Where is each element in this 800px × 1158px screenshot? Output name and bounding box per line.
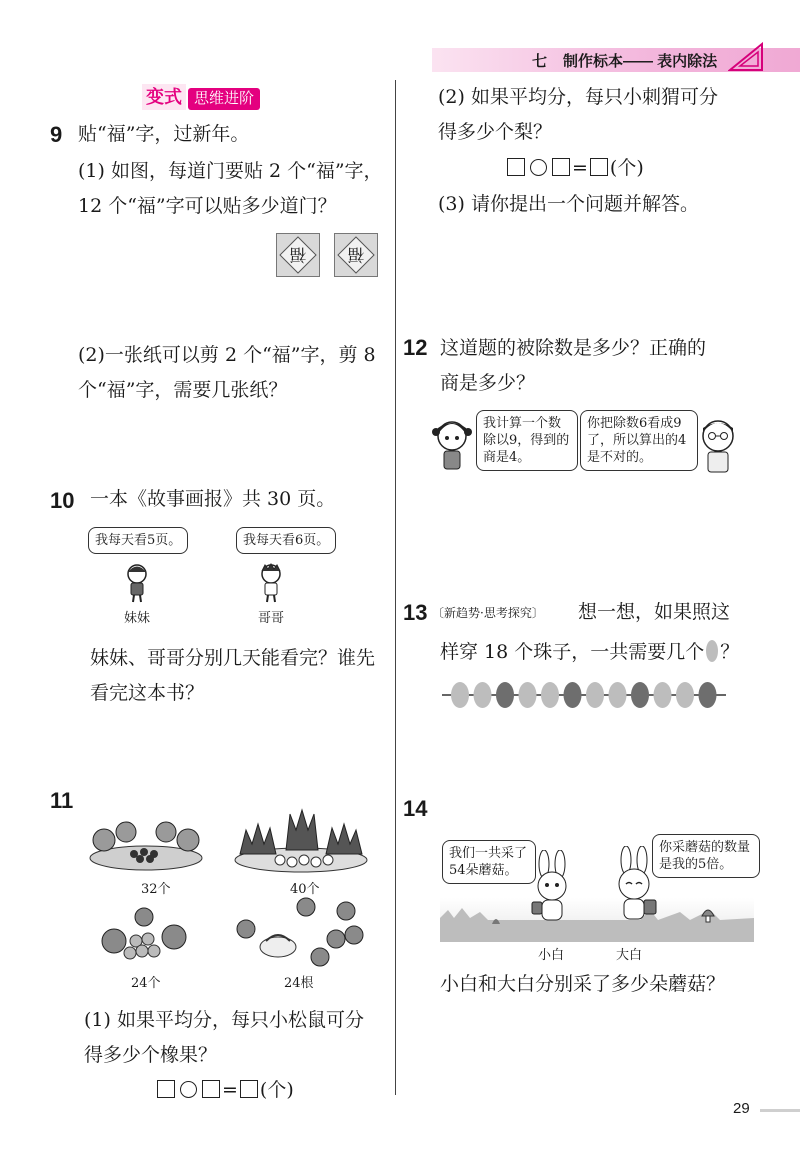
q11-number: 11 [50,788,74,813]
equals-sign: = [222,1079,238,1101]
q14-number: 14 [403,796,428,821]
q9-part1-line1: (1) 如图，每道门要贴 2 个“福”字， [78,160,383,182]
header-title: 制作标本—— 表内除法 [563,53,718,70]
answer-box[interactable] [240,1080,258,1098]
sister-figure [122,563,152,603]
light-bead [451,682,469,708]
header-chapter: 七 [532,53,548,70]
q10-text: 一本《故事画报》共 30 页。 [90,488,336,510]
q9-part2-line1: (2)一张纸可以剪 2 个“福”字，剪 8 [78,344,376,366]
dark-bead [631,682,649,708]
q12-line2: 商是多少？ [440,372,536,394]
light-bead [609,682,627,708]
light-bead [676,682,694,708]
xiaobai-rabbit [526,850,578,926]
q13-number: 13 [403,600,428,625]
triangle-ruler-icon [728,42,764,72]
q9-number: 9 [50,122,63,147]
q13-line1: 想一想，如果照这 [578,601,731,623]
q13-line2-end: ？ [720,641,740,663]
hedgehogs-illustration [230,804,372,876]
light-bead [654,682,672,708]
light-bead [474,682,492,708]
q13-tag: 〔新趋势·思考探究〕 [432,606,544,620]
boy-figure [694,416,742,478]
grey-bead-icon [706,640,718,662]
q14-question: 小白和大白分别采了多少朵蘑菇？ [440,973,726,995]
speech-bubble-xiaobai: 我们一共采了54朵蘑菇。 [442,840,536,884]
q11-part1-line2: 得多少个橡果？ [84,1044,218,1066]
caption-monkey-peaches: 24个 [131,976,161,991]
page-number: 29 [733,1100,750,1117]
equals-sign: = [572,157,588,179]
speech-bubble-sister: 我每天看5页。 [88,527,188,554]
monkeys-peaches-illustration [96,905,192,969]
section-banner [142,84,260,110]
answer-box[interactable] [157,1080,175,1098]
fu-card-2 [334,233,378,277]
page-number-rule [760,1109,800,1112]
brother-figure [256,563,286,603]
q11-part2-line2: 得多少个梨？ [438,121,553,143]
q12-line1: 这道题的被除数是多少？正确的 [440,337,707,359]
q11-part1-line1: (1) 如果平均分，每只小松鼠可分 [84,1009,364,1031]
squirrels-illustration [82,812,210,876]
q13-line2 [440,640,739,664]
dabai-rabbit [606,846,662,926]
q10-question-line1: 妹妹、哥哥分别几天能看完？谁先 [90,647,376,669]
operator-circle[interactable] [180,1081,197,1098]
q11-part2-equation [505,156,644,180]
q11-part1-equation [155,1078,294,1102]
q14-scene [440,832,754,942]
caption-squirrel: 32个 [141,882,171,897]
light-bead [586,682,604,708]
speech-bubble-brother: 我每天看6页。 [236,527,336,554]
light-bead [519,682,537,708]
label-sister: 妹妹 [124,611,151,626]
banner-label-variant: 变式 [142,84,186,110]
answer-box[interactable] [590,158,608,176]
dark-bead [496,682,514,708]
unit-label: (个) [259,1079,294,1101]
speech-bubble-boy: 你把除数6看成9了，所以算出的4是不对的。 [580,410,698,471]
label-xiaobai: 小白 [538,948,565,963]
operator-circle[interactable] [530,159,547,176]
answer-box[interactable] [507,158,525,176]
fu-card-1 [276,233,320,277]
banner-label-advanced: 思维进阶 [188,88,260,110]
q9-part2-line2: 个“福”字，需要几张纸？ [78,379,288,401]
girl-figure [430,418,474,478]
dark-bead [564,682,582,708]
q12-number: 12 [403,335,428,360]
q9-part1-line2: 12 个“福”字可以贴多少道门？ [78,195,337,217]
q11-part3: (3) 请你提出一个问题并解答。 [438,193,699,215]
q9-text: 贴“福”字，过新年。 [78,123,250,145]
answer-box[interactable] [552,158,570,176]
label-brother: 哥哥 [258,611,285,626]
q10-number: 10 [50,488,75,513]
fu-character: 福 [347,244,365,264]
speech-bubble-dabai: 你采蘑菇的数量是我的5倍。 [652,834,760,878]
q11-part2-line1: (2) 如果平均分，每只小刺猬可分 [438,86,718,108]
dark-bead [699,682,717,708]
label-dabai: 大白 [616,948,643,963]
q13-line2-text: 样穿 18 个珠子，一共需要几个 [440,641,705,663]
bead-string [442,680,726,710]
fu-character: 福 [289,244,307,264]
speech-bubble-girl: 我计算一个数除以9，得到的商是4。 [476,410,578,471]
q10-question-line2: 看完这本书？ [90,682,205,704]
monkeys-bananas-illustration [226,895,374,971]
column-divider [395,80,396,1095]
answer-box[interactable] [202,1080,220,1098]
light-bead [541,682,559,708]
caption-hedgehog: 40个 [290,882,320,897]
unit-label: (个) [609,157,644,179]
caption-monkey-bananas: 24根 [284,976,314,991]
